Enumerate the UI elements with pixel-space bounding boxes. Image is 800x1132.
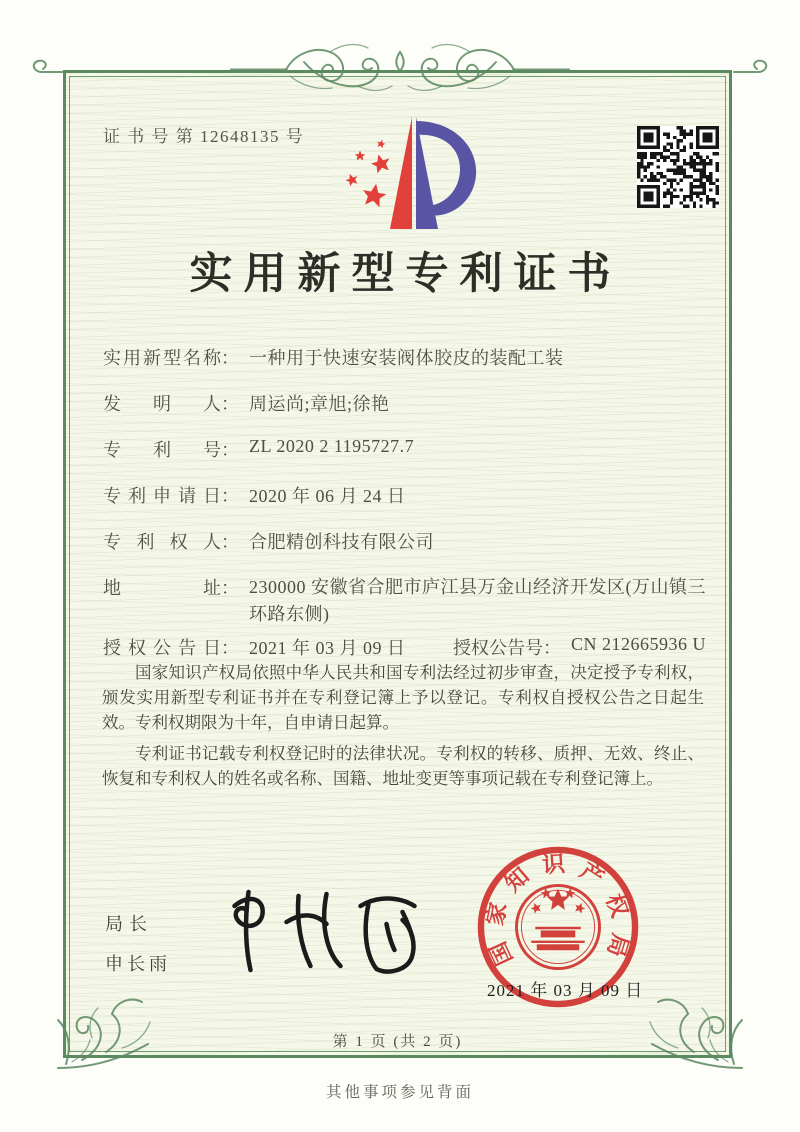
back-note: 其他事项参见背面 [325, 1084, 474, 1101]
top-right-curl-ornament [732, 58, 772, 86]
signature-autograph [212, 872, 437, 987]
legal-paragraph-1: 国家知识产权局依照中华人民共和国专利法经过初步审查，决定授予专利权，颁发实用新型专利证书并在专利登记簿上予以登记。专利权自授权公告之日起生效。专利权期限为十年，自申请日起算。 [102, 663, 704, 733]
svg-text:国: 国 [485, 937, 518, 970]
field-label: 实用新型名称 [103, 348, 221, 368]
svg-text:权: 权 [601, 890, 633, 921]
page-number: 第 1 页 (共 2 页) [332, 1034, 463, 1050]
field-value: 周运尚;章旭;徐艳 [249, 394, 390, 414]
field-grant-number: 授权公告号 ： CN 212665936 U [453, 634, 707, 658]
field-row-inventors: 发明人 ： 周运尚;章旭;徐艳 [103, 390, 390, 416]
field-value: 一种用于快速安装阀体胶皮的装配工装 [249, 348, 564, 368]
field-label: 授权公告日 [103, 638, 221, 658]
seal-date: 2021 年 03 月 09 日 [487, 981, 644, 1000]
certificate-title: 实用新型专利证书 [189, 251, 622, 298]
field-label: 专利申请日 [103, 486, 221, 506]
svg-text:家: 家 [482, 900, 512, 928]
top-left-curl-ornament [28, 58, 68, 86]
officer-name: 申长雨 [105, 954, 171, 974]
svg-text:知: 知 [500, 862, 534, 897]
cnipa-logo-icon [330, 106, 490, 238]
field-label: 地址 [103, 578, 221, 598]
national-emblem-icon [516, 885, 599, 968]
officer-title: 局长 [105, 914, 153, 934]
field-value: 合肥精创科技有限公司 [249, 532, 434, 552]
field-label: 专利号 [103, 440, 221, 460]
field-label: 授权公告号 [453, 638, 543, 658]
svg-text:识: 识 [541, 851, 566, 878]
field-value: 230000 安徽省合肥市庐江县万金山经济开发区(万山镇三环路东侧) [249, 577, 706, 624]
field-value: ZL 2020 2 1195727.7 [249, 436, 415, 456]
field-row-patent-no: 专利号 ： ZL 2020 2 1195727.7 [103, 436, 415, 460]
field-row-patentee: 专利权人 ： 合肥精创科技有限公司 [103, 528, 434, 554]
svg-text:局: 局 [602, 930, 634, 960]
field-value: 2021 年 03 月 09 日 [249, 638, 406, 658]
field-label: 专利权人 [103, 532, 221, 552]
field-label: 发明人 [103, 394, 221, 414]
field-value: 2020 年 06 月 24 日 [249, 486, 406, 506]
legal-paragraph-2: 专利证书记载专利权登记时的法律状况。专利权的转移、质押、无效、终止、恢复和专利权人的姓名或名称、国籍、地址变更等事项记载在专利登记簿上。 [102, 744, 704, 789]
field-row-filing-date: 专利申请日 ： 2020 年 06 月 24 日 [103, 482, 406, 508]
certificate-number: 证 书 号 第 12648135 号 [103, 127, 305, 146]
legal-text [102, 660, 704, 797]
qr-code [637, 126, 719, 208]
field-row-grant-date: 授权公告日 ： 2021 年 03 月 09 日 授权公告号 ： CN 212665936 U [103, 634, 707, 658]
field-row-name: 实用新型名称 ： 一种用于快速安装阀体胶皮的装配工装 [103, 344, 564, 370]
svg-text:产: 产 [575, 857, 609, 892]
field-value: CN 212665936 U [571, 634, 707, 654]
field-row-address: 地址 ： 230000 安徽省合肥市庐江县万金山经济开发区(万山镇三环路东侧) [103, 574, 717, 628]
